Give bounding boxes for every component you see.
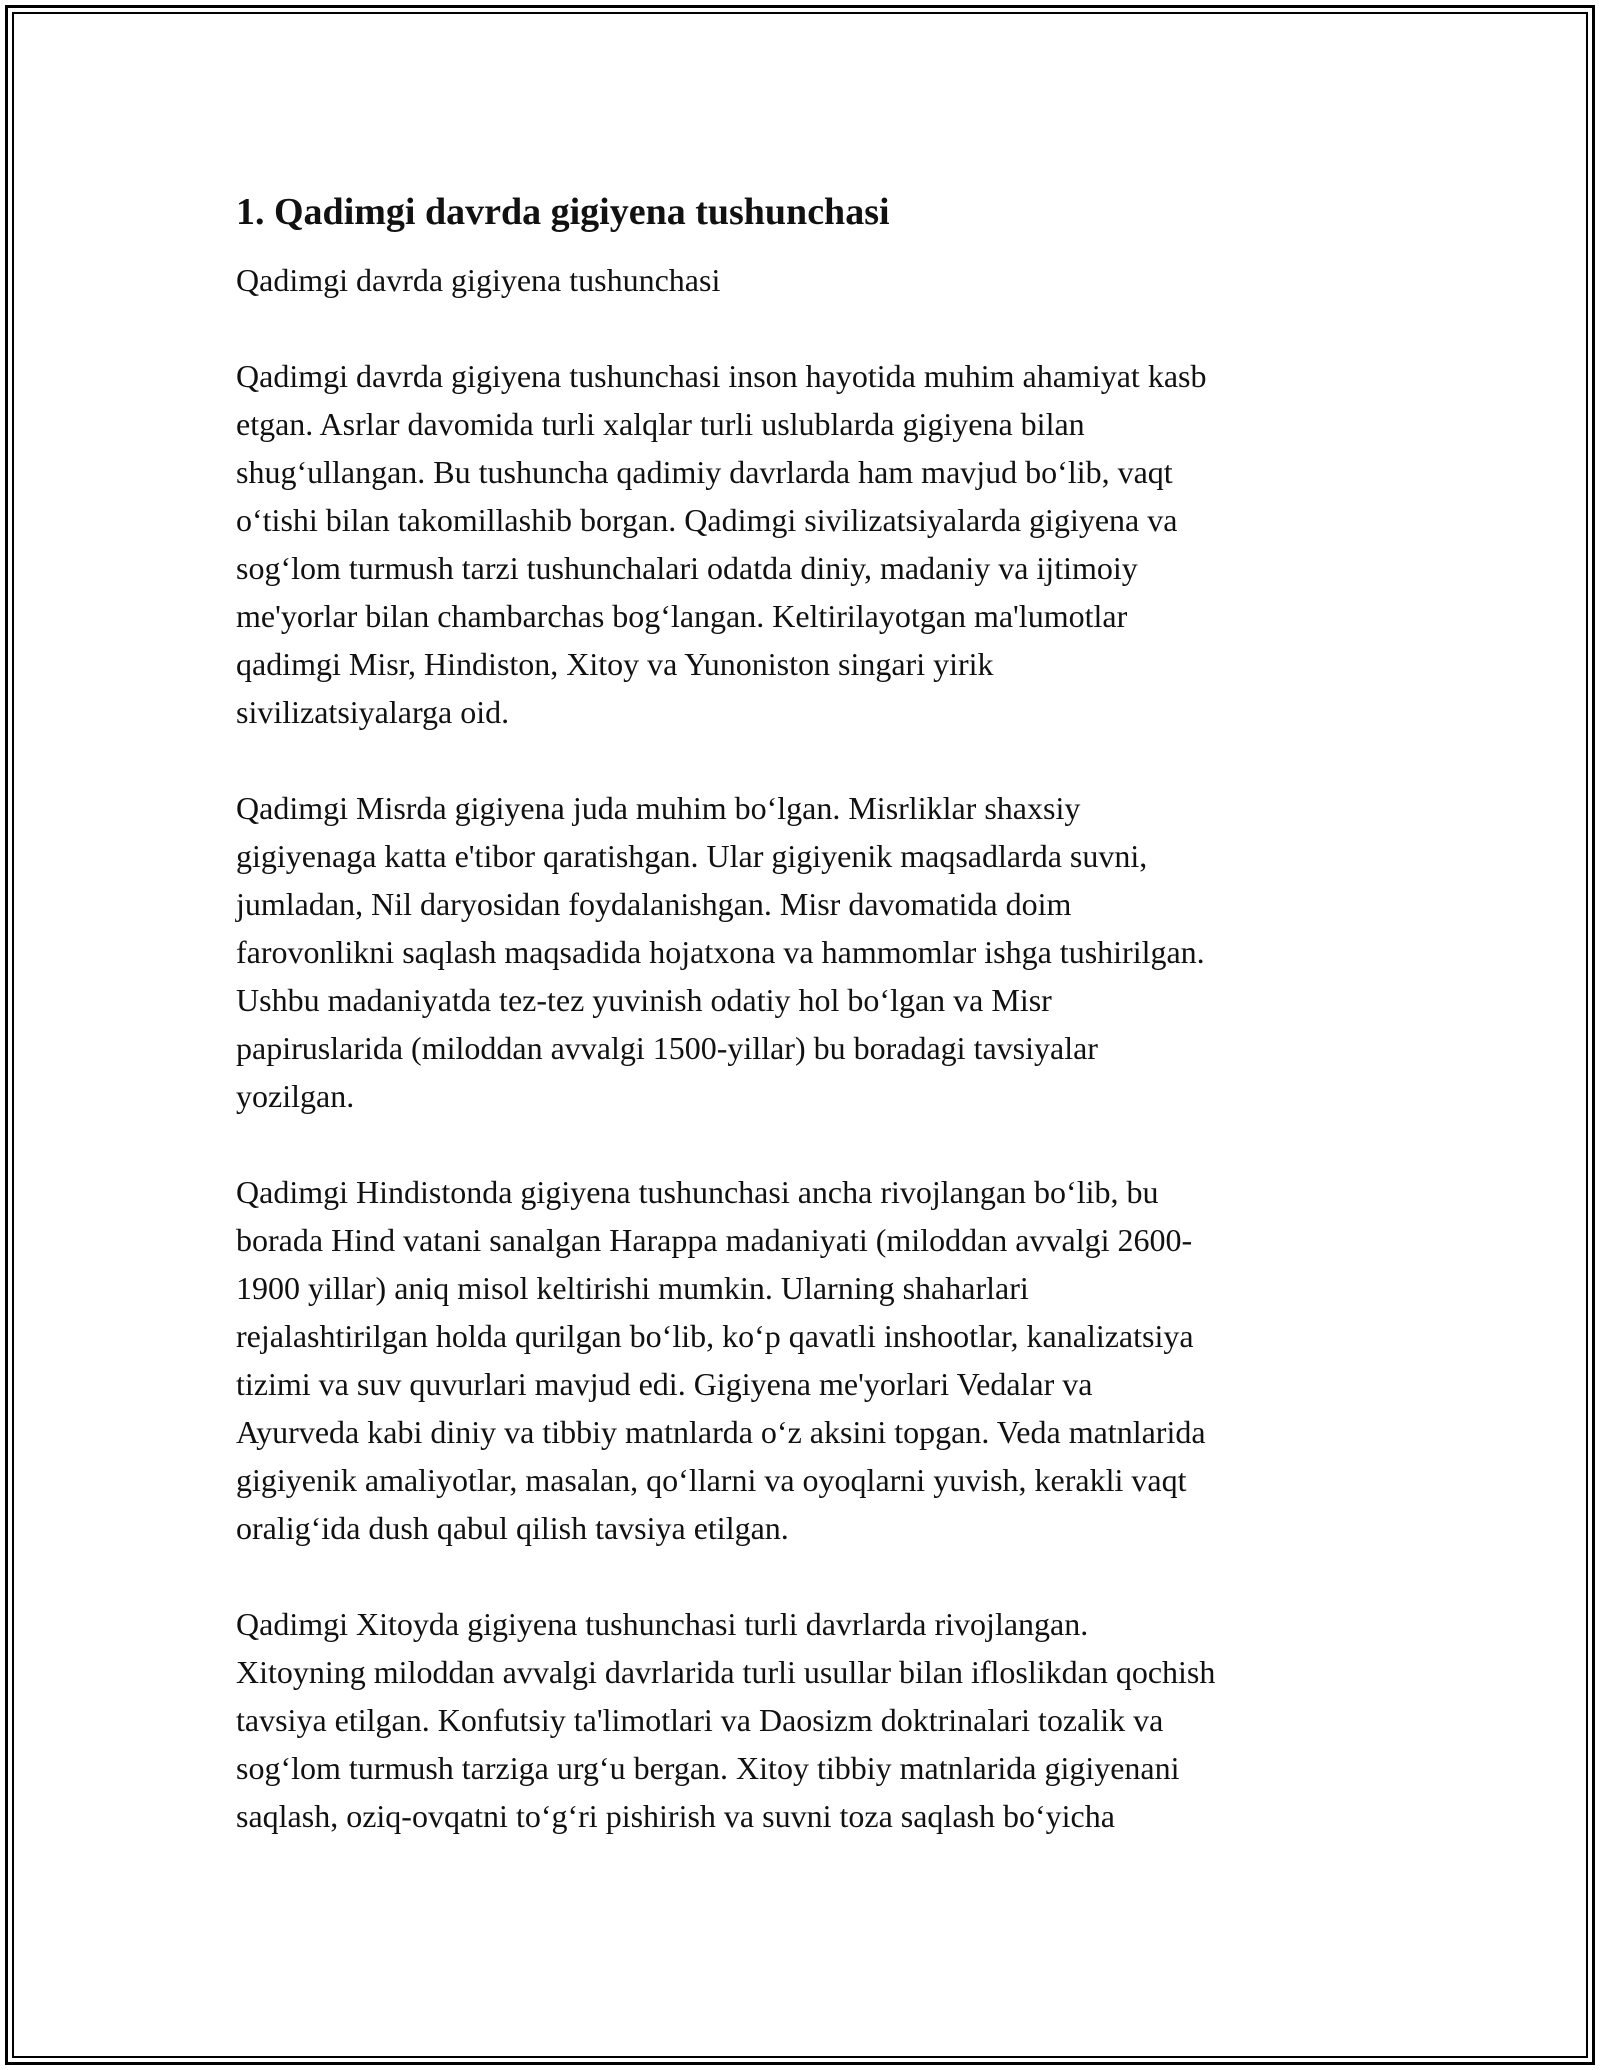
- paragraph-intro: [236, 352, 1372, 736]
- text-line: etgan. Asrlar davomida turli xalqlar turli uslublarda gigiyena bilan: [236, 406, 1085, 442]
- section-heading: 1. Qadimgi davrda gigiyena tushunchasi: [236, 191, 890, 233]
- text-line: Qadimgi davrda gigiyena tushunchasi inson hayotida muhim ahamiyat kasb: [236, 358, 1207, 394]
- text-line: gigiyenaga katta e'tibor qaratishgan. Ular gigiyenik maqsadlarda suvni,: [236, 838, 1148, 874]
- text-line: sog‘lom turmush tarzi tushunchalari odatda diniy, madaniy va ijtimoiy: [236, 550, 1138, 586]
- document-body: [236, 182, 1372, 1888]
- text-line: rejalashtirilgan holda qurilgan bo‘lib, ko‘p qavatli inshootlar, kanalizatsiya: [236, 1318, 1194, 1354]
- paragraph-india: [236, 1168, 1372, 1552]
- text-line: o‘tishi bilan takomillashib borgan. Qadimgi sivilizatsiyalarda gigiyena va: [236, 502, 1178, 538]
- paragraph-china: [236, 1600, 1372, 1840]
- text-line: borada Hind vatani sanalgan Harappa madaniyati (miloddan avvalgi 2600-: [236, 1222, 1193, 1258]
- text-line: Xitoyning miloddan avvalgi davrlarida turli usullar bilan ifloslikdan qochish: [236, 1654, 1216, 1690]
- text-line: Qadimgi Xitoyda gigiyena tushunchasi turli davrlarda rivojlangan.: [236, 1606, 1089, 1642]
- text-line: shug‘ullangan. Bu tushuncha qadimiy davrlarda ham mavjud bo‘lib, vaqt: [236, 454, 1173, 490]
- text-line: sog‘lom turmush tarziga urg‘u bergan. Xitoy tibbiy matnlarida gigiyenani: [236, 1750, 1180, 1786]
- text-line: Ushbu madaniyatda tez-tez yuvinish odatiy hol bo‘lgan va Misr: [236, 982, 1052, 1018]
- text-line: me'yorlar bilan chambarchas bog‘langan. Keltirilayotgan ma'lumotlar: [236, 598, 1128, 634]
- text-line: oralig‘ida dush qabul qilish tavsiya etilgan.: [236, 1510, 789, 1546]
- text-line: Qadimgi Hindistonda gigiyena tushunchasi ancha rivojlangan bo‘lib, bu: [236, 1174, 1159, 1210]
- text-line: tavsiya etilgan. Konfutsiy ta'limotlari va Daosizm doktrinalari tozalik va: [236, 1702, 1164, 1738]
- text-line: Qadimgi Misrda gigiyena juda muhim bo‘lgan. Misrliklar shaxsiy: [236, 790, 1081, 826]
- text-line: farovonlikni saqlash maqsadida hojatxona va hammomlar ishga tushirilgan.: [236, 934, 1205, 970]
- text-line: papiruslarida (miloddan avvalgi 1500-yillar) bu boradagi tavsiyalar: [236, 1030, 1098, 1066]
- text-line: qadimgi Misr, Hindiston, Xitoy va Yunoniston singari yirik: [236, 646, 994, 682]
- section-subtitle: Qadimgi davrda gigiyena tushunchasi: [236, 262, 721, 298]
- text-line: yozilgan.: [236, 1078, 355, 1114]
- text-line: Ayurveda kabi diniy va tibbiy matnlarda o‘z aksini topgan. Veda matnlarida: [236, 1414, 1206, 1450]
- text-line: tizimi va suv quvurlari mavjud edi. Gigiyena me'yorlari Vedalar va: [236, 1366, 1093, 1402]
- text-line: 1900 yillar) aniq misol keltirishi mumkin. Ularning shaharlari: [236, 1270, 1029, 1306]
- text-line: jumladan, Nil daryosidan foydalanishgan. Misr davomatida doim: [236, 886, 1072, 922]
- paragraph-egypt: [236, 784, 1372, 1120]
- text-line: saqlash, oziq-ovqatni to‘g‘ri pishirish va suvni toza saqlash bo‘yicha: [236, 1798, 1115, 1834]
- text-line: sivilizatsiyalarga oid.: [236, 694, 510, 730]
- text-line: gigiyenik amaliyotlar, masalan, qo‘llarni va oyoqlarni yuvish, kerakli vaqt: [236, 1462, 1187, 1498]
